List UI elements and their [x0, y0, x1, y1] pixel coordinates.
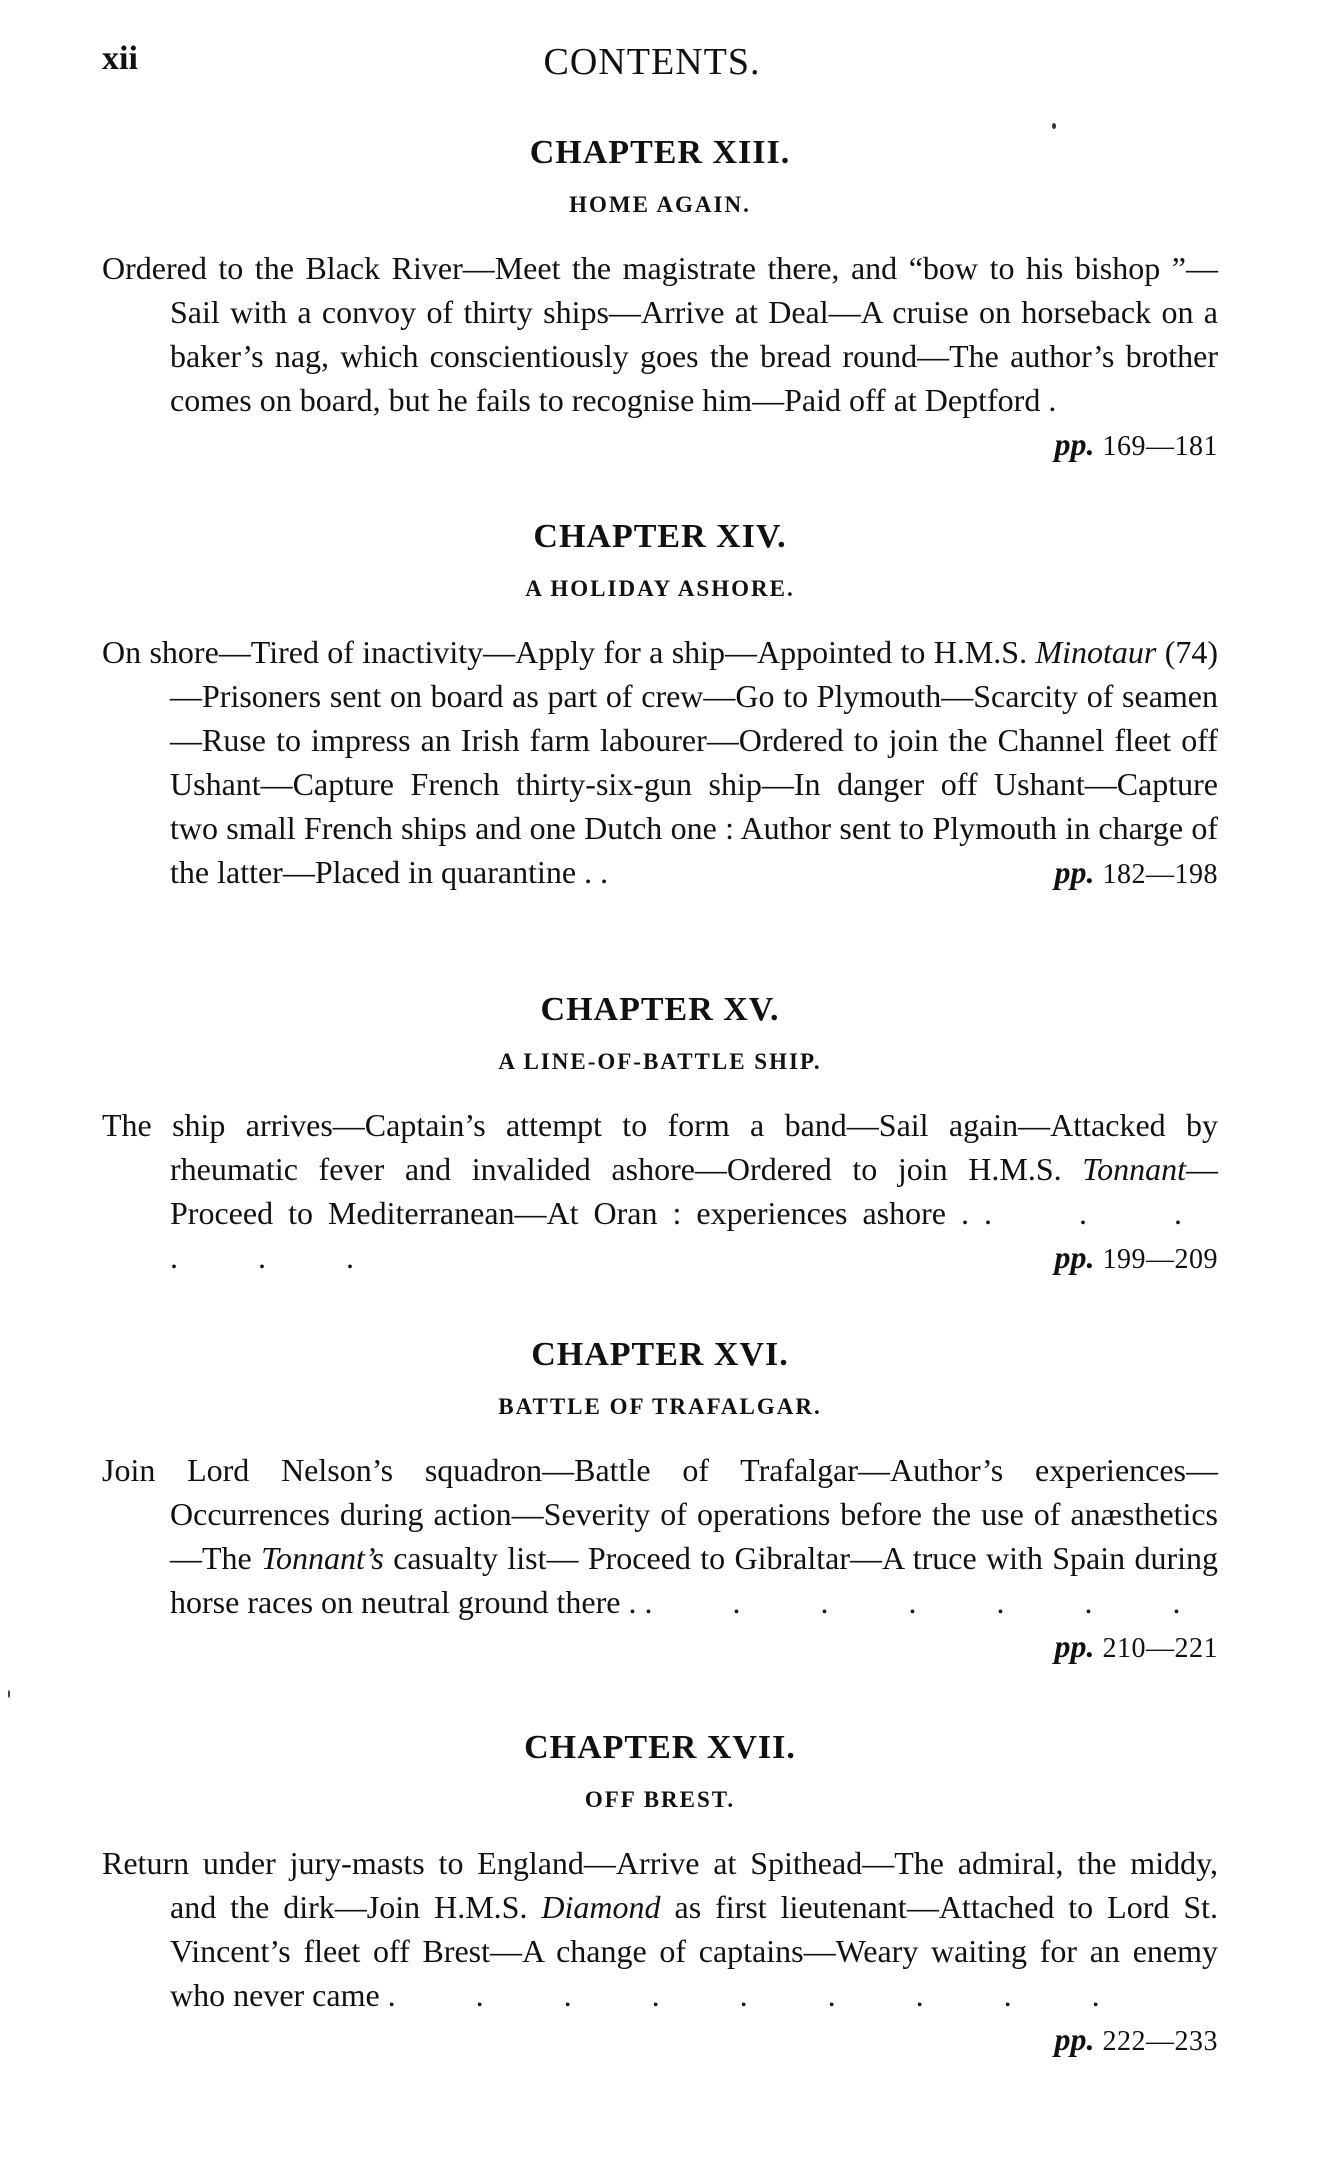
ship-name: Tonnant [1082, 1151, 1186, 1187]
page-numbers: 222—233 [1102, 2026, 1218, 2057]
print-speck [1052, 123, 1056, 129]
chapter-summary [102, 1448, 1219, 1664]
page-numbers: 169—181 [1102, 431, 1218, 462]
summary-text: as first lieutenant—Attached to Lord St. Vincent’s fleet off Brest—A change of captains—Weary waiting for an enemy who never came [170, 1889, 1218, 2013]
chapter-summary [102, 1103, 1218, 1279]
dot-leader: . [600, 854, 645, 890]
dot-leader: . . . . . . [170, 1195, 1219, 1275]
chapter-entry [102, 512, 1218, 926]
chapter-summary [102, 1841, 1218, 2057]
chapter-title: CHAPTER XV. [540, 991, 780, 1028]
page-numbers: 199—209 [1102, 1244, 1218, 1275]
summary-text: (74)—Prisoners sent on board as part of crew—Go to Plymouth—Scarcity of seamen—Ruse to impress an Irish farm labourer—Ordered to join the Channel fleet off Ushant—Capture French thirty-six-gun ship—In danger off Ushant—Capture two small French ships and one Dutch one : Author sent to Plymouth in charge of the latter—Placed in quarantine . [170, 634, 1219, 890]
pp-label: pp. [1054, 426, 1095, 462]
chapter-summary [102, 630, 1218, 894]
chapter-subtitle: BATTLE OF TRAFALGAR. [498, 1394, 822, 1419]
page-range [1055, 422, 1219, 469]
pp-label: pp. [1054, 1239, 1095, 1275]
page-number: xii [102, 40, 138, 77]
summary-text: Join Lord Nelson’s squadron—Battle of Trafalgar—Author’s experiences—Occurrences during action—Severity of operations before the use of anæsthetics—The [102, 1452, 1218, 1576]
summary-text: Ordered to the Black River—Meet the magistrate there, and “bow to his bishop ”—Sail with a convoy of thirty ships—Arrive at Deal—A cruise on horseback on a baker’s nag, which conscientiously goes the bread round—The author’s brother comes on board, but he fails to recognise him—Paid off at Deptford [102, 250, 1218, 418]
page-numbers: 210—221 [1102, 1633, 1218, 1664]
chapter-subtitle: A LINE-OF-BATTLE SHIP. [498, 1049, 822, 1074]
dot-leader: . . . . . . . [644, 1584, 1217, 1620]
summary-text: On shore—Tired of inactivity—Apply for a ship—Appointed to H.M.S. [102, 634, 1036, 670]
pp-label: pp. [1054, 1628, 1095, 1664]
running-title: CONTENTS. [543, 41, 761, 83]
summary-text: —Proceed to Mediterranean—At Oran : experiences ashore . [170, 1151, 1218, 1231]
pp-label: pp. [1054, 854, 1095, 890]
chapter-entry [102, 1330, 1218, 1671]
chapter-subtitle: HOME AGAIN. [569, 192, 751, 217]
pp-label: pp. [1054, 2021, 1095, 2057]
chapter-subtitle: A HOLIDAY ASHORE. [525, 576, 795, 601]
page-range [1055, 1235, 1219, 1282]
ship-name: Diamond [541, 1889, 661, 1925]
chapter-entry [102, 985, 1218, 1311]
ship-name: Tonnant’s [261, 1540, 384, 1576]
chapter-title: CHAPTER XIII. [529, 134, 791, 171]
chapter-title: CHAPTER XVI. [531, 1336, 789, 1373]
summary-text: The ship arrives—Captain’s attempt to form a band—Sail again—Attacked by rheumatic fever and invalided ashore—Ordered to join H.M.S. [102, 1107, 1218, 1187]
page-range [1055, 2017, 1219, 2064]
summary-text: Return under jury-masts to England—Arrive at Spithead—The admiral, the middy, and the dirk—Join H.M.S. [102, 1845, 1218, 1925]
ship-name: Minotaur [1035, 634, 1157, 670]
dot-leader: . . . . . . . . . [387, 1977, 1136, 2013]
chapter-title: CHAPTER XVII. [524, 1729, 796, 1766]
chapter-title: CHAPTER XIV. [533, 518, 787, 555]
print-speck [8, 1690, 10, 1698]
page-range [1055, 850, 1219, 897]
page-range [1055, 1624, 1219, 1671]
chapter-entry [102, 128, 1218, 469]
chapter-summary [102, 246, 1218, 462]
chapter-entry [102, 1723, 1218, 2064]
summary-text: casualty list— Proceed to Gibraltar—A truce with Spain during horse races on neutral ground there . [170, 1540, 1219, 1620]
chapter-subtitle: OFF BREST. [584, 1787, 736, 1812]
dot-leader: . [1048, 382, 1093, 418]
page-numbers: 182—198 [1102, 859, 1218, 890]
